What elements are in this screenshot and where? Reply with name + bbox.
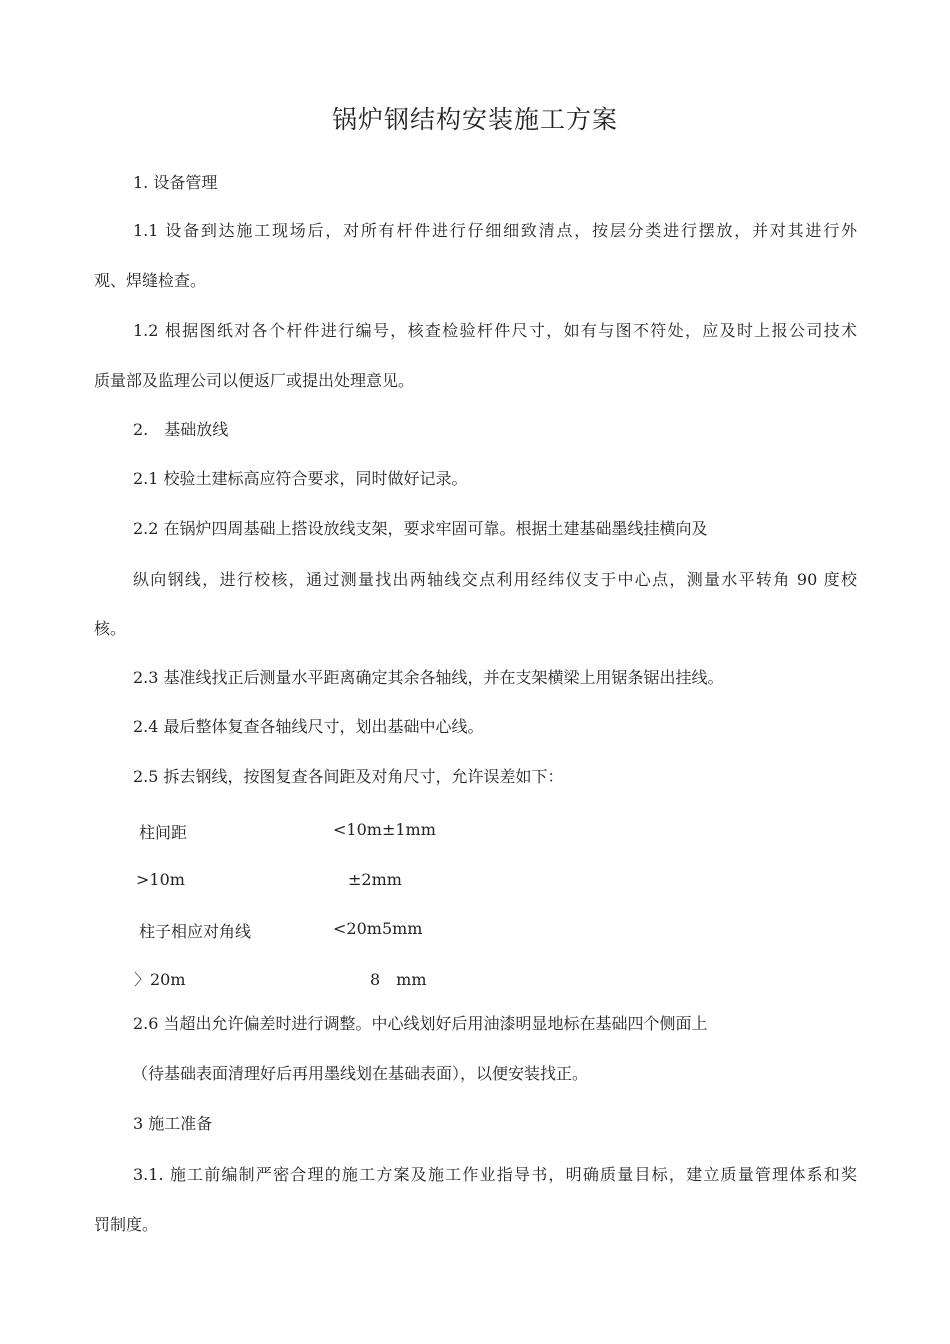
heading-3: 3 施工准备: [133, 1114, 213, 1133]
tolerance-item: >10m: [136, 870, 185, 889]
tolerance-item: 〉20m: [134, 970, 186, 989]
paragraph-2-2-line-2: 纵向钢线，进行校核，通过测量找出两轴线交点利用经纬仪支于中心点，测量水平转角 90 度校: [133, 570, 857, 589]
document-title: 锅炉钢结构安装施工方案: [331, 105, 618, 134]
paragraph-1-2-line-1: 1.2 根据图纸对各个杆件进行编号，核查检验杆件尺寸，如有与图不符处，应及时上报公司技术: [133, 321, 857, 340]
paragraph-3-1-line-2: 罚制度。: [94, 1215, 159, 1234]
heading-1: 1. 设备管理: [133, 173, 218, 192]
tolerance-value: ±2mm: [348, 870, 402, 889]
paragraph-2-5: 2.5 拆去钢线，按图复查各间距及对角尺寸，允许误差如下：: [133, 767, 564, 786]
paragraph-3-1-line-1: 3.1. 施工前编制严密合理的施工方案及施工作业指导书，明确质量目标，建立质量管理体系和奖: [133, 1165, 857, 1184]
tolerance-value: 8 mm: [370, 970, 427, 989]
tolerance-item: 柱子相应对角线: [139, 922, 252, 941]
paragraph-2-3: 2.3 基准线找正后测量水平距离确定其余各轴线，并在支架横梁上用锯条锯出挂线。: [133, 668, 724, 687]
paragraph-2-6-line-2: （待基础表面清理好后再用墨线划在基础表面），以便安装找正。: [132, 1064, 589, 1083]
tolerance-item: 柱间距: [139, 823, 188, 842]
paragraph-2-2-line-3: 核。: [94, 619, 127, 638]
tolerance-value: <20m5mm: [333, 919, 423, 938]
paragraph-1-1-line-1: 1.1 设备到达施工现场后，对所有杆件进行仔细细致清点，按层分类进行摆放，并对其进行外: [133, 221, 857, 240]
paragraph-2-6-line-1: 2.6 当超出允许偏差时进行调整。中心线划好后用油漆明显地标在基础四个侧面上: [133, 1014, 708, 1033]
paragraph-2-1: 2.1 校验土建标高应符合要求，同时做好记录。: [133, 469, 468, 488]
paragraph-2-2-line-1: 2.2 在锅炉四周基础上搭设放线支架，要求牢固可靠。根据土建基础墨线挂横向及: [133, 519, 708, 538]
tolerance-value: <10m±1mm: [333, 820, 436, 839]
paragraph-2-4: 2.4 最后整体复查各轴线尺寸，划出基础中心线。: [133, 717, 484, 736]
paragraph-1-1-line-2: 观、焊缝检查。: [94, 271, 207, 290]
paragraph-1-2-line-2: 质量部及监理公司以便返厂或提出处理意见。: [94, 371, 415, 390]
heading-2: 2. 基础放线: [133, 420, 229, 439]
